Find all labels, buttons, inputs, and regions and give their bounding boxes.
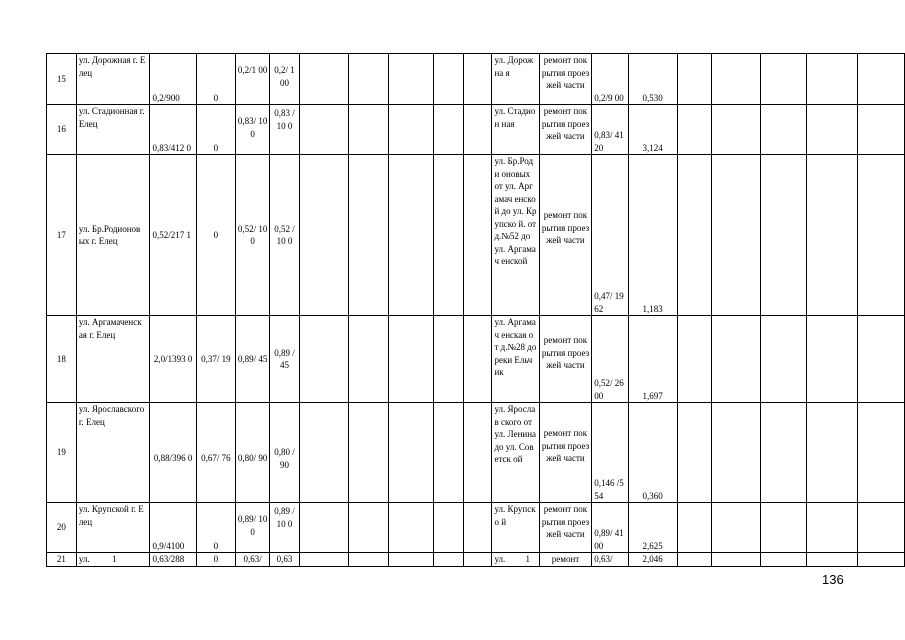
- value-cell: 0,530: [628, 54, 677, 105]
- empty-cell: [807, 155, 858, 316]
- street-name: ул. Крупской г. Елец: [76, 503, 150, 553]
- road-section: ул. Стадион ная: [492, 105, 539, 155]
- length-area-cell: 0,9/4100: [150, 503, 196, 553]
- length-area-cell: 0,83/412 0: [150, 105, 196, 155]
- value-cell: 0,89/ 45: [235, 316, 270, 403]
- empty-cell: [348, 54, 388, 105]
- row-number: 19: [47, 403, 77, 503]
- empty-cell: [389, 316, 434, 403]
- table-row: [47, 503, 905, 553]
- empty-cell: [677, 155, 711, 316]
- value-cell: 0,52 /10 0: [270, 155, 299, 316]
- empty-cell: [711, 553, 760, 567]
- table-row: [47, 403, 905, 503]
- empty-cell: [677, 553, 711, 567]
- empty-cell: [807, 503, 858, 553]
- empty-cell: [433, 553, 463, 567]
- street-name: ул. Стадионная г. Елец: [76, 105, 150, 155]
- empty-cell: [389, 503, 434, 553]
- table-row: [47, 316, 905, 403]
- empty-cell: [348, 403, 388, 503]
- empty-cell: [858, 403, 905, 503]
- roads-table: [46, 53, 905, 567]
- row-number: 18: [47, 316, 77, 403]
- empty-cell: [858, 155, 905, 316]
- empty-cell: [711, 403, 760, 503]
- value-cell: 0,2/1 00: [235, 54, 270, 105]
- value-cell: 0,83 /10 0: [270, 105, 299, 155]
- value-cell: 0,89/ 100: [235, 503, 270, 553]
- empty-cell: [760, 403, 807, 503]
- empty-cell: [463, 54, 491, 105]
- road-section: ул. Аргамач енская от д.№28 до реки Ельчик: [492, 316, 539, 403]
- street-name: ул. Ярославского г. Елец: [76, 403, 150, 503]
- table-row: [47, 105, 905, 155]
- empty-cell: [711, 54, 760, 105]
- empty-cell: [677, 105, 711, 155]
- work-type: ремонт покрытия проезжей части: [539, 105, 592, 155]
- empty-cell: [348, 105, 388, 155]
- value-cell: 3,124: [628, 105, 677, 155]
- value-cell: 0,52/ 2600: [592, 316, 628, 403]
- length-area-cell: 0,88/396 0: [150, 403, 196, 503]
- road-section: ул. Ярослав ского от ул. Ленина до ул. Советск ой: [492, 403, 539, 503]
- empty-cell: [760, 503, 807, 553]
- value-cell: 0,37/ 19: [196, 316, 235, 403]
- street-name: ул. Бр.Родионов ых г. Елец: [76, 155, 150, 316]
- empty-cell: [299, 553, 348, 567]
- value-cell: 2,625: [628, 503, 677, 553]
- work-type: ремонт покрытия проезжей части: [539, 503, 592, 553]
- length-area-cell: 0,63/288: [150, 553, 196, 567]
- empty-cell: [433, 403, 463, 503]
- empty-cell: [760, 553, 807, 567]
- work-type: ремонт покрытия проезжей части: [539, 54, 592, 105]
- value-cell: 0,83/ 4120: [592, 105, 628, 155]
- empty-cell: [807, 553, 858, 567]
- work-type: ремонт покрытия проезжей части: [539, 403, 592, 503]
- street-name: ул. Дорожная г. Елец: [76, 54, 150, 105]
- empty-cell: [760, 155, 807, 316]
- empty-cell: [677, 54, 711, 105]
- street-name: ул. Аргамаченск ая г. Елец: [76, 316, 150, 403]
- empty-cell: [711, 503, 760, 553]
- table-row: [47, 155, 905, 316]
- empty-cell: [677, 503, 711, 553]
- page-number: 136: [822, 572, 844, 587]
- value-cell: 0,83/ 100: [235, 105, 270, 155]
- road-section: ул. Бр.Роди оновых от ул. Аргамач енской до ул. Крупско й. от д.№52 до ул. Аргамач енской: [492, 155, 539, 316]
- empty-cell: [433, 105, 463, 155]
- empty-cell: [858, 503, 905, 553]
- empty-cell: [433, 54, 463, 105]
- empty-cell: [463, 105, 491, 155]
- road-section: ул. Крупско й: [492, 503, 539, 553]
- empty-cell: [348, 553, 388, 567]
- work-type: ремонт: [539, 553, 592, 567]
- empty-cell: [389, 403, 434, 503]
- value-cell: 0,63: [270, 553, 299, 567]
- empty-cell: [858, 316, 905, 403]
- empty-cell: [299, 105, 348, 155]
- work-type: ремонт покрытия проезжей части: [539, 316, 592, 403]
- empty-cell: [807, 403, 858, 503]
- value-cell: 0,47/ 1962: [592, 155, 628, 316]
- empty-cell: [677, 316, 711, 403]
- empty-cell: [711, 316, 760, 403]
- value-cell: 0,63/: [235, 553, 270, 567]
- empty-cell: [711, 155, 760, 316]
- empty-cell: [299, 155, 348, 316]
- length-area-cell: 2,0/1393 0: [150, 316, 196, 403]
- row-number: 17: [47, 155, 77, 316]
- empty-cell: [348, 316, 388, 403]
- empty-cell: [463, 403, 491, 503]
- value-cell: 0,2/ 100: [270, 54, 299, 105]
- value-cell: 0,67/ 76: [196, 403, 235, 503]
- value-cell: 0,2/9 00: [592, 54, 628, 105]
- road-section: ул. 1: [492, 553, 539, 567]
- empty-cell: [389, 54, 434, 105]
- empty-cell: [389, 155, 434, 316]
- empty-cell: [858, 54, 905, 105]
- row-number: 20: [47, 503, 77, 553]
- value-cell: 0: [196, 54, 235, 105]
- value-cell: 0: [196, 503, 235, 553]
- value-cell: 0,63/: [592, 553, 628, 567]
- empty-cell: [463, 316, 491, 403]
- row-number: 16: [47, 105, 77, 155]
- work-type: ремонт покрытия проезжей части: [539, 155, 592, 316]
- empty-cell: [807, 105, 858, 155]
- empty-cell: [858, 105, 905, 155]
- length-area-cell: 0,52/217 1: [150, 155, 196, 316]
- empty-cell: [389, 553, 434, 567]
- value-cell: 0,80/ 90: [235, 403, 270, 503]
- empty-cell: [760, 316, 807, 403]
- value-cell: 2,046: [628, 553, 677, 567]
- empty-cell: [858, 553, 905, 567]
- empty-cell: [348, 155, 388, 316]
- empty-cell: [389, 105, 434, 155]
- value-cell: 0,52/ 100: [235, 155, 270, 316]
- empty-cell: [711, 105, 760, 155]
- empty-cell: [807, 316, 858, 403]
- value-cell: 0,89 /45: [270, 316, 299, 403]
- empty-cell: [677, 403, 711, 503]
- road-section: ул. Дорожна я: [492, 54, 539, 105]
- empty-cell: [760, 54, 807, 105]
- street-name: ул. 1: [76, 553, 150, 567]
- length-area-cell: 0,2/900: [150, 54, 196, 105]
- value-cell: 1,183: [628, 155, 677, 316]
- table-row: [47, 54, 905, 105]
- empty-cell: [433, 503, 463, 553]
- row-number: 15: [47, 54, 77, 105]
- value-cell: 0,80 /90: [270, 403, 299, 503]
- empty-cell: [348, 503, 388, 553]
- value-cell: 0: [196, 155, 235, 316]
- value-cell: 0,360: [628, 403, 677, 503]
- value-cell: 0,89 /10 0: [270, 503, 299, 553]
- empty-cell: [433, 316, 463, 403]
- empty-cell: [433, 155, 463, 316]
- empty-cell: [463, 553, 491, 567]
- empty-cell: [299, 403, 348, 503]
- empty-cell: [807, 54, 858, 105]
- empty-cell: [299, 316, 348, 403]
- empty-cell: [760, 105, 807, 155]
- empty-cell: [463, 503, 491, 553]
- value-cell: 0: [196, 105, 235, 155]
- value-cell: 0,146 /554: [592, 403, 628, 503]
- empty-cell: [299, 54, 348, 105]
- value-cell: 0,89/ 4100: [592, 503, 628, 553]
- empty-cell: [463, 155, 491, 316]
- row-number: 21: [47, 553, 77, 567]
- empty-cell: [299, 503, 348, 553]
- value-cell: 1,697: [628, 316, 677, 403]
- value-cell: 0: [196, 553, 235, 567]
- table-row: [47, 553, 905, 567]
